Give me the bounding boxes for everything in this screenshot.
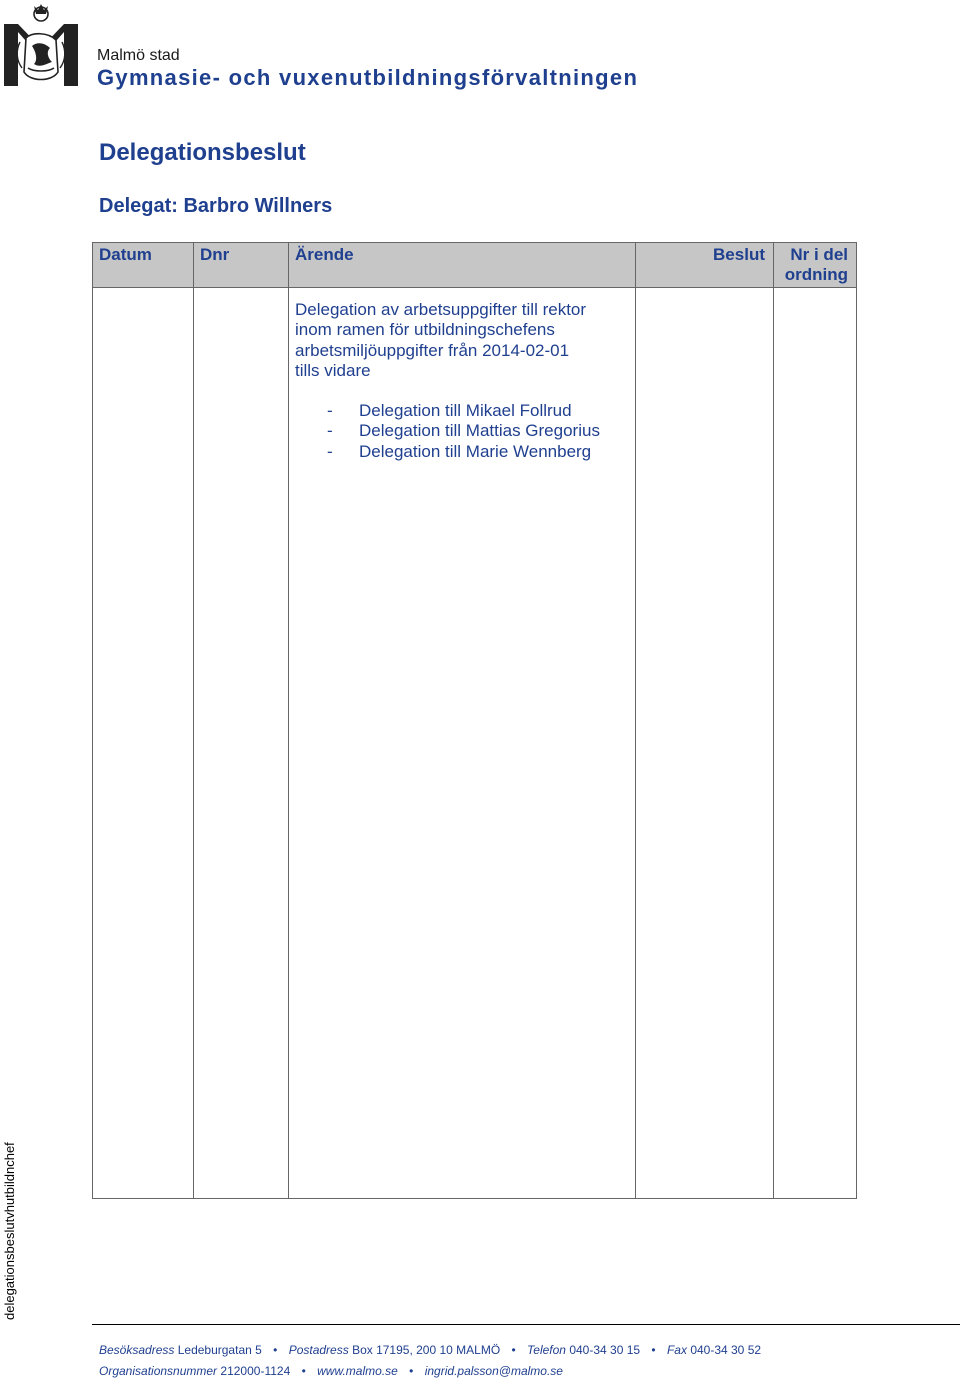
list-dash: - [327, 441, 333, 461]
list-dash: - [327, 421, 333, 441]
delegat-name: Barbro Willners [183, 195, 333, 217]
header-nr-i-delordning [774, 243, 857, 288]
org-department: Gymnasie- och vuxenutbildningsförvaltningen [97, 65, 639, 90]
cell-datum [93, 288, 194, 1199]
post-label: Postadress [288, 1343, 349, 1357]
header-dnr: Dnr [194, 243, 289, 288]
header-datum: Datum [93, 243, 194, 288]
delegat-label: Delegat: [99, 195, 178, 217]
header-nr-line2: ordning [784, 265, 848, 284]
phone-label: Telefon [527, 1343, 566, 1357]
bullet-separator: • [273, 1343, 278, 1357]
malmo-stad-logo [4, 2, 78, 86]
email-link[interactable]: ingrid.palsson@malmo.se [424, 1364, 563, 1378]
post-value: Box 17195, 200 10 MALMÖ [352, 1343, 501, 1357]
cell-dnr [194, 288, 289, 1199]
bullet-separator: • [409, 1364, 414, 1378]
org-number-value: 212000-1124 [220, 1364, 291, 1378]
arende-line: inom ramen för utbildningschefens [295, 320, 555, 340]
delegation-table [92, 242, 857, 1199]
list-item [327, 442, 629, 462]
table-header-row [93, 243, 857, 288]
header-arende: Ärende [289, 243, 636, 288]
table-row [93, 288, 857, 1199]
delegation-item: Delegation till Mikael Follrud [359, 401, 572, 421]
website-link[interactable]: www.malmo.se [317, 1364, 398, 1378]
fax-value: 040-34 30 52 [690, 1343, 762, 1357]
delegation-item: Delegation till Marie Wennberg [359, 441, 592, 461]
list-item [327, 421, 629, 441]
visit-value: Ledeburgatan 5 [177, 1343, 262, 1357]
fax-label: Fax [666, 1343, 687, 1357]
visit-label: Besöksadress [99, 1343, 175, 1357]
arende-line: tills vidare [295, 360, 371, 380]
arende-line: arbetsmiljöuppgifter från 2014-02-01 [295, 340, 570, 360]
document-title: Delegationsbeslut [99, 139, 306, 166]
footer-contact-line [99, 1364, 563, 1378]
delegation-item: Delegation till Mattias Gregorius [359, 421, 600, 441]
delegat-line [99, 195, 332, 218]
delegation-list [295, 401, 629, 462]
header-beslut: Beslut [636, 243, 774, 288]
header-nr-line1: Nr i del [790, 245, 848, 264]
cell-arende [289, 288, 636, 1199]
side-document-label: delegationsbeslutvhutbildnchef [2, 1142, 17, 1320]
footer-address-line [99, 1343, 761, 1357]
bullet-separator: • [301, 1364, 306, 1378]
arende-line: Delegation av arbetsuppgifter till rektor [295, 300, 587, 319]
bullet-separator: • [511, 1343, 516, 1357]
list-dash: - [327, 401, 333, 421]
bullet-separator: • [651, 1343, 656, 1357]
footer-divider [92, 1324, 960, 1325]
org-city: Malmö stad [97, 47, 180, 64]
org-number-label: Organisationsnummer [99, 1364, 218, 1378]
cell-beslut [636, 288, 774, 1199]
list-item [327, 401, 629, 421]
phone-value: 040-34 30 15 [569, 1343, 641, 1357]
cell-nr [774, 288, 857, 1199]
